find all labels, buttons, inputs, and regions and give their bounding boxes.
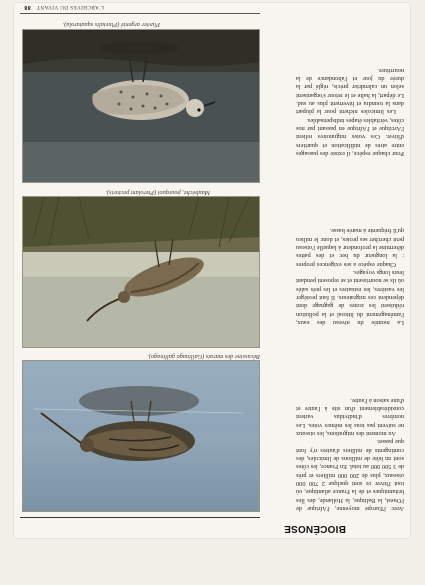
paragraph: Les limicoles nichent pour la plupart dans la toundra et hivernent plus au sud. Le départ, la halte et le retour s'organisent selon un calendrier précis, réglé par la durée du jour et l'abondance de la nourriture. — [296, 66, 404, 116]
paragraph: Avec l'Europe moyenne, l'Afrique de l'Ouest, la Baltique, la Hollande, des îles britanniques et de la France atlantique, où tout l'hiver ce sont quelque 2 700 000 oiseaux, plus de 200 000 milliers et près de 3 500 000 au total. En France, les côtes sont un hôte de millions de limicoles, des contingents de milliers d'autres n'y font que passer. — [296, 438, 404, 512]
photo-snipe — [22, 360, 260, 512]
paragraph: Pour chaque espèce, il existe des passages entre aires de nidification et quartiers d'hiver. Ces voies migratoires relient l'Arctique et l'Afrique en passant par nos côtes, véritables étapes indispensables. — [296, 116, 404, 157]
paragraph: Au moment des migrations, les oiseaux ne suivent pas tous les mêmes voies. Les nombres d'individus varient considérablement d'un site à l'autre et d'une saison à l'autre. — [296, 396, 404, 437]
section-title: BIOCÉNOSE — [284, 523, 346, 534]
text-column-c — [296, 17, 404, 157]
page-number: 88 — [24, 4, 31, 10]
photo-caption: Pluvier argenté (Pluvialis squatarola). — [62, 21, 160, 28]
footer-rule — [20, 13, 260, 14]
paragraph: Chaque espèce a ses exigences propres : la longueur du bec et des pattes détermine la profondeur à laquelle l'oiseau peut chercher ses proies, et donc le milieu qu'il fréquente à marée basse. — [296, 227, 404, 268]
header-rule — [20, 517, 260, 518]
magazine-page — [14, 3, 410, 538]
photo-caption: Maubèche, pourquoi (Pterolam pectoris). — [105, 189, 210, 196]
photo-caption: Bécassine des marais (Gallinago gallinago). — [147, 353, 260, 360]
photo-curlew — [22, 196, 260, 348]
running-head — [24, 4, 104, 10]
running-head-text: L'ARCHIVES DU VIVANT — [36, 4, 104, 10]
text-column-b — [296, 161, 404, 326]
text-column-a — [296, 330, 404, 512]
photo-plover — [22, 29, 260, 183]
paragraph: La montée du niveau des eaux, l'aménagement du littoral et la pollution réduisent les zones de gagnage dont dépendent ces migrateurs. Il faut protéger les vasières, les estuaires et les prés salés où ils se nourrissent et se reposent pendant leurs longs voyages. — [296, 268, 404, 326]
